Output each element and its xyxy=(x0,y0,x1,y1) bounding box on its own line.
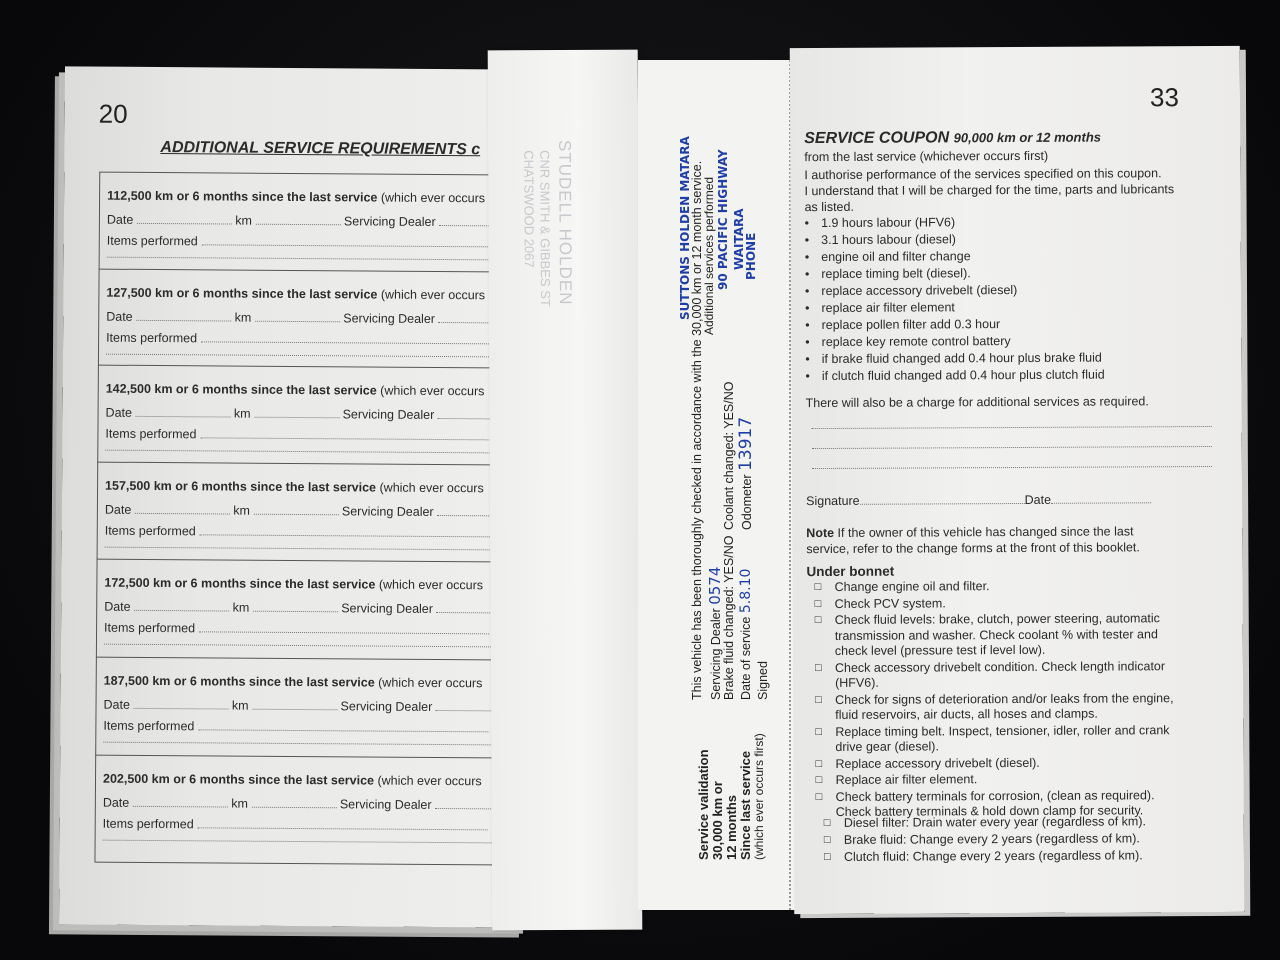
blank-line xyxy=(104,644,531,648)
signature-label: Signature xyxy=(806,493,860,509)
service-coupon-validation xyxy=(638,60,813,910)
note-line: service, refer to the change forms at the front of this booklet. xyxy=(806,540,1140,557)
dealer-stamp-line: 90 PACIFIC HIGHWAY xyxy=(716,149,730,290)
items-performed: Items performed xyxy=(103,817,488,834)
items-performed: Items performed xyxy=(105,427,490,444)
checklist-item: □ Replace accessory drivebelt (diesel). xyxy=(815,755,1205,773)
odometer-label: Odometer xyxy=(740,474,754,530)
fluid-check-item: □ Diesel filter: Drain water every year (regardless of km). xyxy=(824,814,1214,832)
fluid-check-item: □ Clutch fluid: Change every 2 years (regardless of km). xyxy=(824,848,1214,866)
coupon-stub xyxy=(488,50,643,931)
from-line: from the last service (whichever occurs first) xyxy=(804,148,1049,165)
blank-line xyxy=(103,840,530,844)
labour-item: • replace air filter element xyxy=(805,300,955,315)
validation-line: 12 months xyxy=(724,794,739,860)
service-interval: 172,500 km or 6 months since the last service (which ever occurs xyxy=(104,575,484,593)
labour-item: • replace pollen filter add 0.3 hour xyxy=(805,317,1000,332)
blank-line xyxy=(812,466,1212,469)
authorise-line: as listed. xyxy=(804,199,854,215)
service-interval: 112,500 km or 6 months since the last service (which ever occurs xyxy=(107,188,486,206)
labour-item: • replace accessory drivebelt (diesel) xyxy=(805,283,1017,298)
ghost-stamp-line: STUDELL HOLDEN xyxy=(555,139,576,306)
dealer-stamp-line: SUTTONS HOLDEN MATARA xyxy=(678,136,692,320)
service-entry-fields: Date km Servicing Dealer xyxy=(107,213,499,230)
service-interval: 187,500 km or 6 months since the last service (which ever occurs xyxy=(103,673,483,691)
date-of-service-field xyxy=(738,569,754,700)
service-entry xyxy=(95,657,531,757)
additional-charge-text: There will also be a charge for additional services as required. xyxy=(805,394,1149,411)
checklist-item: □ Check for signs of deterioration and/or leaks from the engine, fluid reservoirs, air ducts, all hoses and clamps. xyxy=(815,691,1205,724)
checklist-item: □ Replace air filter element. xyxy=(816,771,1206,789)
validation-line: 30,000 km or xyxy=(710,781,725,860)
authorise-line: I understand that I will be charged for the time, parts and lubricants xyxy=(804,182,1175,199)
service-entry-fields: Date km Servicing Dealer xyxy=(103,796,495,813)
service-entry-fields: Date km Servicing Dealer xyxy=(105,503,497,520)
items-performed: Items performed xyxy=(104,621,489,638)
items-performed: Items performed xyxy=(103,719,488,736)
service-interval: 127,500 km or 6 months since the last service (which ever occurs xyxy=(106,285,486,303)
signature-row xyxy=(806,492,1151,508)
items-performed: Items performed xyxy=(107,234,492,251)
service-entry xyxy=(97,365,533,465)
note-label: Note xyxy=(806,525,835,541)
coolant-field: Coolant changed: YES/NO xyxy=(722,381,736,530)
right-page xyxy=(790,46,1245,914)
service-interval: 157,500 km or 6 months since the last service (which ever occurs xyxy=(105,478,484,496)
under-bonnet-heading: Under bonnet xyxy=(806,563,895,580)
brake-fluid-field: Brake fluid changed: YES/NO xyxy=(722,535,736,700)
date-label: Date of service xyxy=(739,616,753,700)
fluid-check-item: □ Brake fluid: Change every 2 years (regardless of km). xyxy=(824,831,1214,849)
blank-line xyxy=(107,257,534,261)
labour-item: • 1.9 hours labour (HFV6) xyxy=(805,215,956,230)
checklist-item: □ Change engine oil and filter. xyxy=(815,578,1205,596)
service-entry xyxy=(98,269,534,369)
validation-heading: Service validation xyxy=(696,749,711,860)
service-interval: 142,500 km or 6 months since the last service (which ever occurs xyxy=(105,381,485,399)
checklist-item: □ Check fluid levels: brake, clutch, power steering, automatic transmission and washer. Check coolant % with tester and check level (pressure test if level low). xyxy=(815,611,1205,660)
servicing-dealer-value: 0574 xyxy=(706,566,724,605)
servicing-dealer-label: Servicing Dealer xyxy=(709,608,723,700)
checklist-item: □ Replace timing belt. Inspect, tensioner, idler, roller and crank drive gear (diesel). xyxy=(815,723,1205,756)
page-number-left: 20 xyxy=(98,98,128,129)
note-text: If the owner of this vehicle has changed since the last xyxy=(834,524,1134,540)
authorise-line: I authorise performance of the services specified on this coupon. xyxy=(804,166,1162,183)
blank-line xyxy=(105,547,532,551)
blank-line xyxy=(106,354,533,358)
service-entry-fields: Date km Servicing Dealer xyxy=(103,698,495,715)
service-entry-fields: Date km Servicing Dealer xyxy=(106,310,498,327)
odometer-value: 13917 xyxy=(736,416,756,471)
dealer-stamp-line: PHONE xyxy=(744,232,758,280)
service-entry xyxy=(96,559,532,659)
validation-line: Since last service xyxy=(738,750,753,860)
service-entry xyxy=(99,172,535,272)
service-entry xyxy=(97,462,533,562)
left-page xyxy=(59,66,535,927)
checked-statement: This vehicle has been thoroughly checked in accordance with the 30,000 km or 12 month service. xyxy=(690,160,704,700)
labour-item: • replace timing belt (diesel). xyxy=(805,266,971,281)
coupon-title-main: SERVICE COUPON xyxy=(804,129,950,148)
note-line xyxy=(806,524,1133,540)
page-number-right: 33 xyxy=(1149,82,1179,113)
coupon-title-sub: 90,000 km or 12 months xyxy=(953,129,1102,146)
labour-item: • engine oil and filter change xyxy=(805,249,971,264)
page-title-left: ADDITIONAL SERVICE REQUIREMENTS c xyxy=(160,139,481,159)
signature-date-label: Date xyxy=(1024,492,1052,507)
service-entry-fields: Date km Servicing Dealer xyxy=(106,406,498,423)
items-performed: Items performed xyxy=(105,524,490,541)
checklist-item: □ Check accessory drivebelt condition. Check length indicator (HFV6). xyxy=(815,659,1205,692)
labour-item: • replace key remote control battery xyxy=(805,334,1010,349)
odometer-field xyxy=(736,417,756,530)
labour-item: • if clutch fluid changed add 0.4 hour plus clutch fluid xyxy=(805,368,1104,384)
additional-services-label: Additional services performed xyxy=(702,176,716,335)
service-entry-fields: Date km Servicing Dealer xyxy=(104,600,496,617)
checklist-item: □ Check PCV system. xyxy=(815,595,1205,613)
table-border-bottom xyxy=(94,862,529,866)
service-interval: 202,500 km or 6 months since the last service (which ever occurs xyxy=(102,771,482,789)
signed-label: Signed xyxy=(756,661,770,700)
ghost-stamp-line: CHATSWOOD 2067 xyxy=(521,150,537,268)
ghost-stamp-line: CNR SMITH & GIBBES ST xyxy=(537,150,554,307)
dealer-stamp-line: WAITARA xyxy=(732,208,746,270)
items-performed: Items performed xyxy=(106,331,491,348)
date-value: 5.8.10 xyxy=(738,568,754,614)
labour-item: • 3.1 hours labour (diesel) xyxy=(805,232,956,247)
blank-line xyxy=(812,446,1212,449)
service-entry xyxy=(95,755,531,855)
blank-line xyxy=(105,450,532,454)
labour-item: • if brake fluid changed add 0.4 hour plus brake fluid xyxy=(805,351,1102,367)
blank-line xyxy=(103,742,530,746)
coupon-title xyxy=(804,129,1101,149)
blank-line xyxy=(812,426,1212,429)
checklist-item: □ Check battery terminals for corrosion, (clean as required). Check battery terminals & hold down clamp for security. xyxy=(816,788,1206,821)
validation-line: (which ever occurs first) xyxy=(752,733,766,860)
